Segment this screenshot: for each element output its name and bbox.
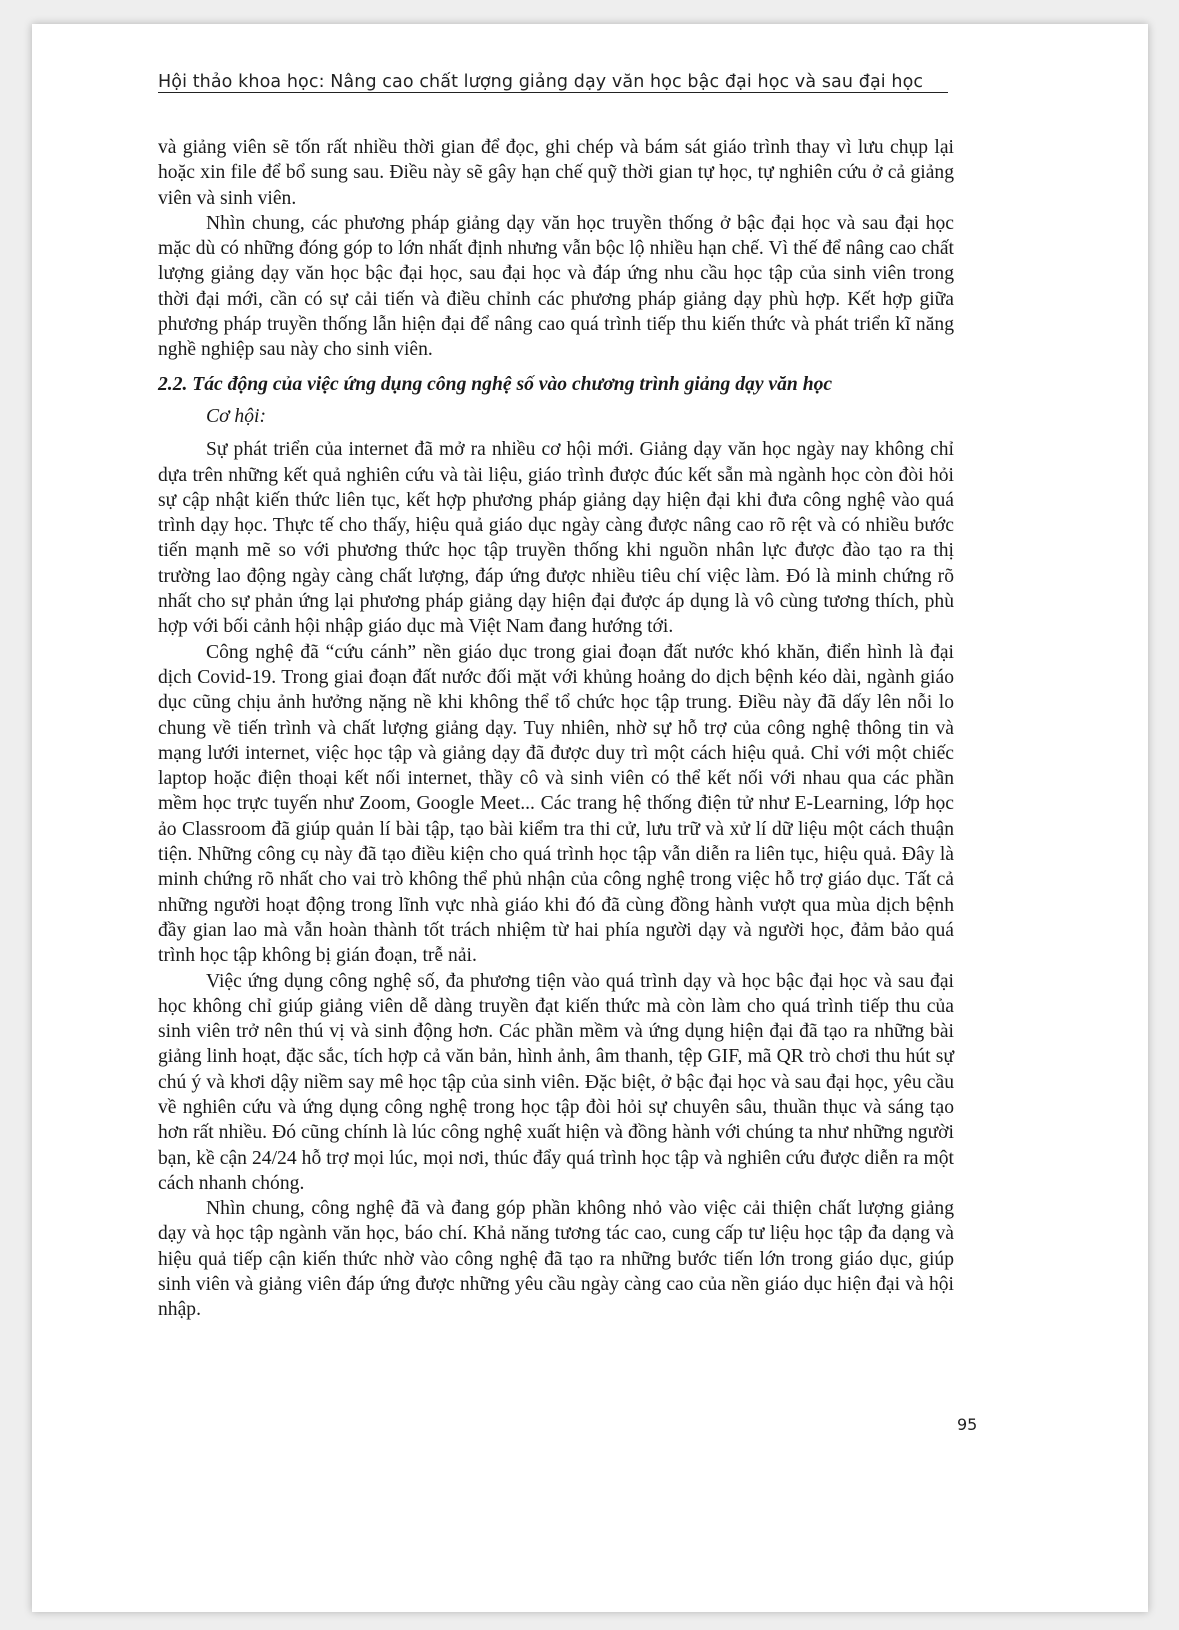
body-text — [158, 135, 954, 1323]
paragraph: Nhìn chung, công nghệ đã và đang góp phần không nhỏ vào việc cải thiện chất lượng giảng dạy và học tập ngành văn học, báo chí. Khả năng tương tác cao, cung cấp tư liệu học tập đa dạng và hiệu quả tiếp cận kiến thức nhờ vào công nghệ đã tạo ra những bước tiến lớn trong giáo dục, giúp sinh viên và giảng viên đáp ứng được những yêu cầu ngày càng cao của nền giáo dục hiện đại và hội nhập. — [158, 1198, 954, 1321]
paragraph: Sự phát triển của internet đã mở ra nhiều cơ hội mới. Giảng dạy văn học ngày nay không chỉ dựa trên những kết quả nghiên cứu và tài liệu, giáo trình được đúc kết sẵn mà ngành học còn đòi hỏi sự cập nhật kiến thức liên tục, kết hợp phương pháp giảng dạy hiện đại khi đưa công nghệ vào quá trình dạy học. Thực tế cho thấy, hiệu quả giáo dục ngày càng được nâng cao rõ rệt và có nhiều bước tiến mạnh mẽ so với phương thức học tập truyền thống khi nguồn nhân lực được đào tạo ra thị trường lao động ngày càng chất lượng, đáp ứng được nhiều tiêu chí việc làm. Đó là minh chứng rõ nhất cho sự phản ứng lại phương pháp giảng dạy hiện đại được áp dụng là vô cùng tương thích, phù hợp với bối cảnh hội nhập giáo dục mà Việt Nam đang hướng tới. — [158, 439, 954, 638]
running-header-title: Hội thảo khoa học: Nâng cao chất lượng giảng dạy văn học bậc đại học và sau đại học — [158, 72, 948, 93]
paragraph: Việc ứng dụng công nghệ số, đa phương tiện vào quá trình dạy và học bậc đại học và sau đại học không chỉ giúp giảng viên dễ dàng truyền đạt kiến thức mà còn làm cho quá trình tiếp thu của sinh viên trở nên thú vị và sinh động hơn. Các phần mềm và ứng dụng hiện đại đã tạo ra những bài giảng linh hoạt, đặc sắc, tích hợp cả văn bản, hình ảnh, âm thanh, tệp GIF, mã QR trò chơi thu hút sự chú ý và khơi dậy niềm say mê học tập của sinh viên. Đặc biệt, ở bậc đại học và sau đại học, yêu cầu về nghiên cứu và ứng dụng công nghệ trong học tập đòi hỏi sự chuyên sâu, thuần thục và sáng tạo hơn rất nhiều. Đó cũng chính là lúc công nghệ xuất hiện và đồng hành với chúng ta như những người bạn, kề cận 24/24 hỗ trợ mọi lúc, mọi nơi, thúc đẩy quá trình học tập và nghiên cứu được diễn ra một cách nhanh chóng. — [158, 970, 954, 1194]
paragraph: Công nghệ đã “cứu cánh” nền giáo dục trong giai đoạn đất nước khó khăn, điển hình là đại dịch Covid-19. Trong giai đoạn đất nước đối mặt với khủng hoảng do dịch bệnh kéo dài, ngành giáo dục cũng chịu ảnh hưởng nặng nề khi không thể tổ chức học tập trung. Điều này đã dấy lên nỗi lo chung về tiến trình và chất lượng giảng dạy. Tuy nhiên, nhờ sự hỗ trợ của công nghệ thông tin và mạng lưới internet, việc học tập và giảng dạy đã được duy trì một cách hiệu quả. Chỉ với một chiếc laptop hoặc điện thoại kết nối internet, thầy cô và sinh viên có thể kết nối với nhau qua các phần mềm học trực tuyến như Zoom, Google Meet... Các trang hệ thống điện tử như E-Learning, lớp học ảo Classroom đã giúp quản lí bài tập, tạo bài kiểm tra thi cử, lưu trữ và xử lí dữ liệu một cách thuận tiện. Những công cụ này đã tạo điều kiện cho quá trình học tập vẫn diễn ra liên tục, hiệu quả. Đây là minh chứng rõ nhất cho vai trò không thể phủ nhận của công nghệ trong việc hỗ trợ giáo dục. Tất cả những người hoạt động trong lĩnh vực nhà giáo khi đó đã cùng đồng hành vượt qua mùa dịch bệnh đầy gian lao mà vẫn hoàn thành tốt trách nhiệm từ hai phía người dạy và người học, đảm bảo quá trình học tập không bị gián đoạn, trễ nải. — [158, 641, 954, 967]
paragraph: Nhìn chung, các phương pháp giảng dạy văn học truyền thống ở bậc đại học và sau đại học mặc dù có những đóng góp to lớn nhất định nhưng vẫn bộc lộ nhiều hạn chế. Vì thế để nâng cao chất lượng giảng dạy văn học bậc đại học, sau đại học và đáp ứng nhu cầu học tập của sinh viên trong thời đại mới, cần có sự cải tiến và điều chỉnh các phương pháp giảng dạy phù hợp. Kết hợp giữa phương pháp truyền thống lẫn hiện đại để nâng cao quá trình tiếp thu kiến thức và phát triển kĩ năng nghề nghiệp sau này cho sinh viên. — [158, 212, 954, 361]
page-number: 95 — [957, 1415, 978, 1434]
running-header — [158, 70, 988, 93]
subheading: Cơ hội: — [206, 405, 266, 427]
paragraph-continued: và giảng viên sẽ tốn rất nhiều thời gian để đọc, ghi chép và bám sát giáo trình thay vì lưu chụp lại hoặc xin file để bổ sung sau. Điều này sẽ gây hạn chế quỹ thời gian tự học, tự nghiên cứu ở cả giảng viên và sinh viên. — [158, 137, 954, 209]
section-heading: 2.2. Tác động của việc ứng dụng công nghệ số vào chương trình giảng dạy văn học — [158, 373, 833, 395]
